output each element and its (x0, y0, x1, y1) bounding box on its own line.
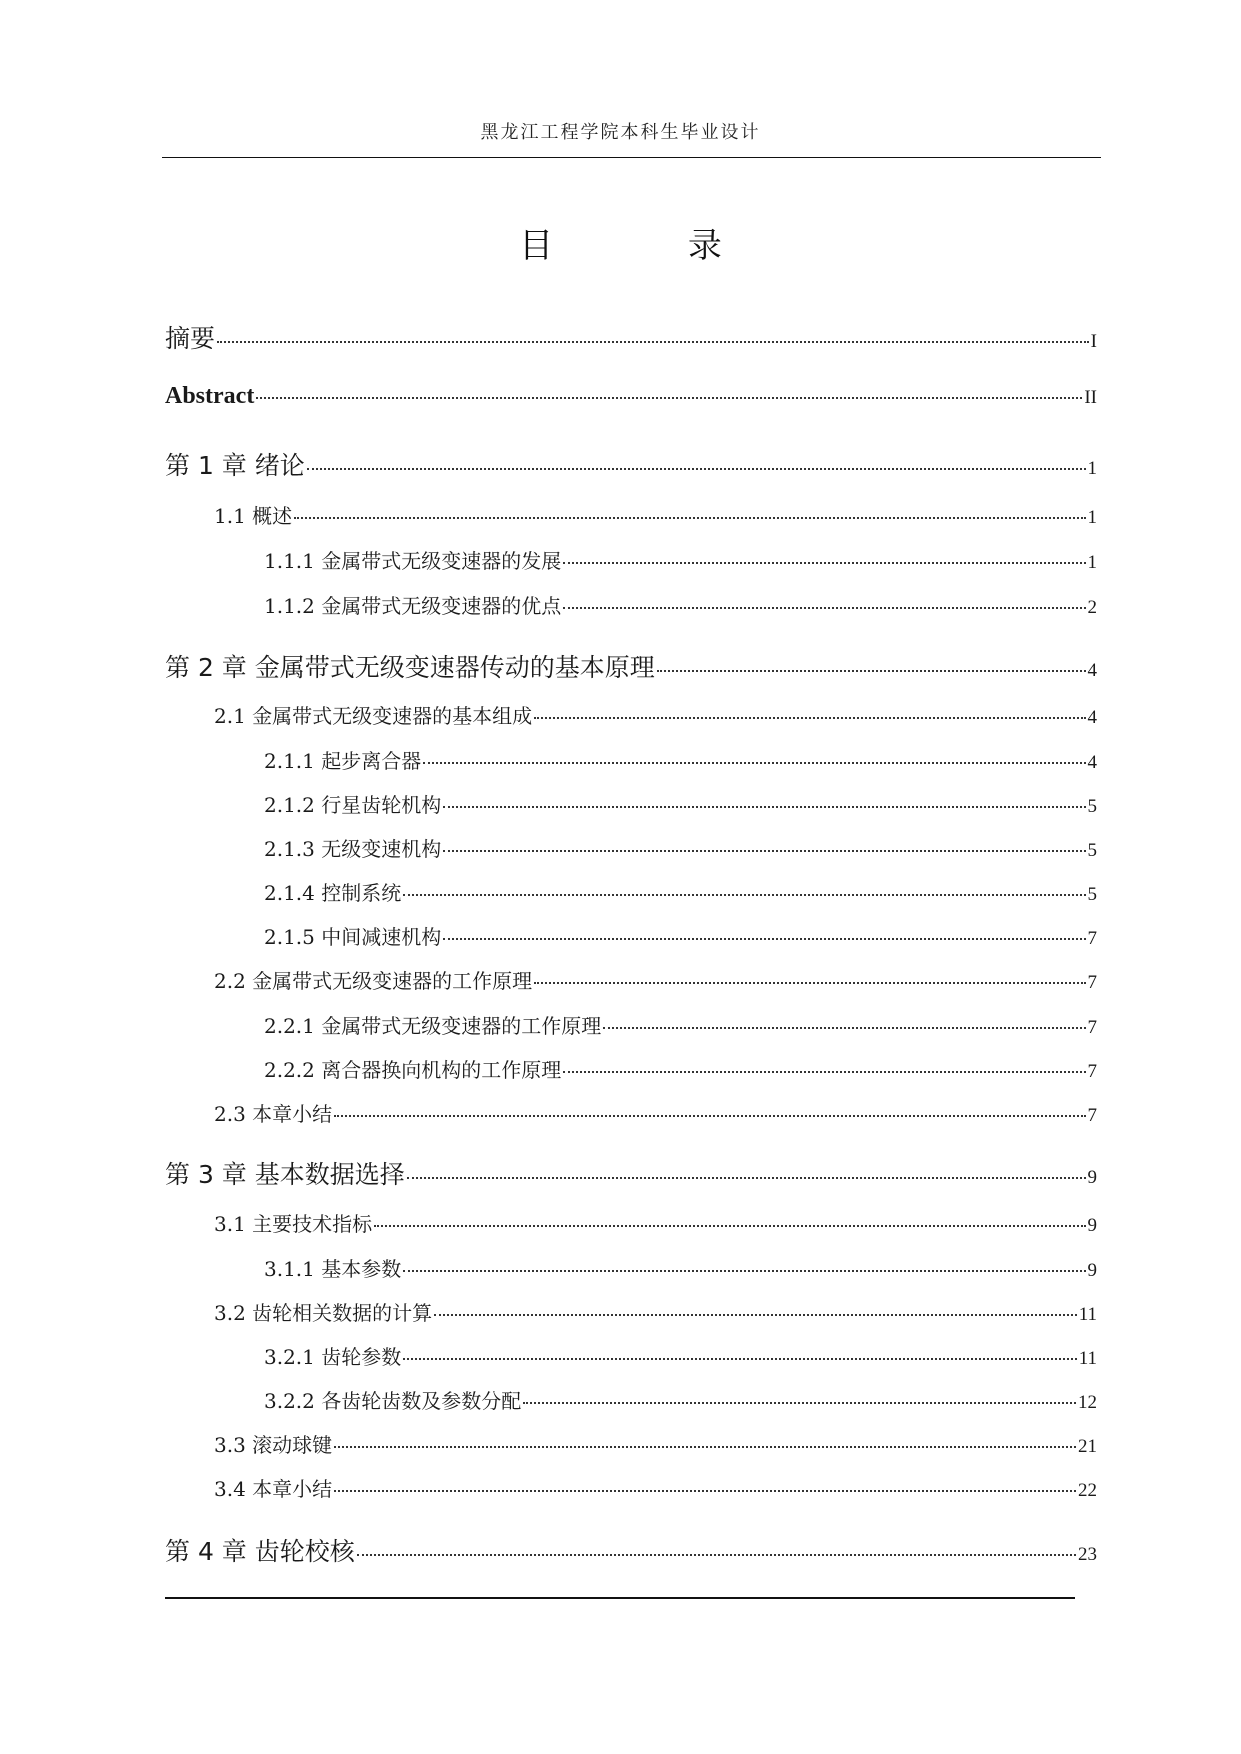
toc-entry-page-number: 1 (1087, 458, 1097, 479)
toc-dot-leader (534, 717, 1085, 719)
toc-entry-page-number: 22 (1078, 1480, 1097, 1501)
toc-entry-label: 2.1.1 起步离合器 (264, 749, 422, 773)
toc-entry-page-number: 1 (1087, 507, 1097, 528)
toc-entry-label: 2.1.4 控制系统 (264, 881, 402, 905)
toc-dot-leader (407, 1177, 1086, 1179)
toc-dot-leader (334, 1115, 1085, 1117)
toc-entry-page-number: 7 (1087, 1105, 1097, 1126)
toc-entry-level-1[interactable] (214, 1098, 1097, 1127)
toc-entry-level-2[interactable] (264, 1010, 1097, 1039)
toc-dot-leader (443, 850, 1085, 852)
toc-entry-level-2[interactable] (264, 921, 1097, 950)
toc-dot-leader (563, 607, 1085, 609)
toc-entry-label: 第 2 章 金属带式无级变速器传动的基本原理 (165, 653, 655, 682)
toc-entry-page-number: 11 (1078, 1304, 1097, 1325)
toc-entry-label: 3.1 主要技术指标 (214, 1212, 373, 1236)
toc-entry-level-0[interactable] (165, 319, 1097, 355)
toc-entry-level-1[interactable] (214, 1297, 1097, 1326)
toc-entry-level-1[interactable] (214, 1429, 1097, 1458)
toc-entry-level-0[interactable] (165, 383, 1097, 410)
toc-entry-page-number: 4 (1087, 707, 1097, 728)
toc-entry-label: 3.2 齿轮相关数据的计算 (214, 1301, 433, 1325)
toc-entry-level-2[interactable] (264, 833, 1097, 862)
toc-entry-level-2[interactable] (264, 1341, 1097, 1370)
toc-dot-leader (603, 1027, 1085, 1029)
toc-entry-level-1[interactable] (214, 1208, 1097, 1237)
toc-entry-level-1[interactable] (214, 500, 1097, 529)
footer-divider (165, 1597, 1075, 1599)
toc-entry-page-number: 23 (1078, 1544, 1097, 1565)
toc-entry-label: 第 3 章 基本数据选择 (165, 1160, 405, 1189)
toc-dot-leader (334, 1446, 1076, 1448)
toc-dot-leader (434, 1314, 1077, 1316)
toc-dot-leader (443, 806, 1085, 808)
toc-title: 目 录 (519, 226, 784, 266)
toc-dot-leader (403, 1270, 1085, 1272)
toc-dot-leader (403, 894, 1085, 896)
toc-entry-page-number: 4 (1087, 660, 1097, 681)
toc-entry-label: Abstract (165, 383, 255, 409)
toc-entry-level-2[interactable] (264, 590, 1097, 619)
toc-entry-page-number: 12 (1078, 1392, 1097, 1413)
toc-entry-label: 第 1 章 绪论 (165, 451, 305, 480)
toc-entry-level-2[interactable] (264, 877, 1097, 906)
toc-entry-page-number: 5 (1087, 884, 1097, 905)
toc-dot-leader (534, 982, 1085, 984)
toc-entry-page-number: 7 (1087, 928, 1097, 949)
toc-dot-leader (307, 468, 1086, 470)
toc-entry-page-number: 5 (1087, 840, 1097, 861)
toc-entry-label: 第 4 章 齿轮校核 (165, 1537, 355, 1566)
toc-entry-level-2[interactable] (264, 1054, 1097, 1083)
toc-dot-leader (657, 670, 1086, 672)
toc-entry-level-2[interactable] (264, 1385, 1097, 1414)
toc-entry-page-number: 7 (1087, 1017, 1097, 1038)
running-header: 黑龙江工程学院本科生毕业设计 (480, 122, 761, 143)
toc-dot-leader (443, 938, 1085, 940)
toc-dot-leader (217, 341, 1089, 343)
toc-entry-label: 2.1 金属带式无级变速器的基本组成 (214, 704, 533, 728)
toc-entry-level-1[interactable] (214, 965, 1097, 994)
toc-entry-page-number: 9 (1087, 1167, 1097, 1188)
toc-entry-level-0[interactable] (165, 648, 1097, 684)
toc-dot-leader (357, 1554, 1076, 1556)
toc-entry-label: 2.2 金属带式无级变速器的工作原理 (214, 969, 533, 993)
toc-entry-label: 3.2.1 齿轮参数 (264, 1345, 402, 1369)
toc-entry-level-2[interactable] (264, 789, 1097, 818)
toc-entry-label: 2.1.2 行星齿轮机构 (264, 793, 442, 817)
toc-entry-label: 摘要 (165, 324, 216, 353)
toc-entry-page-number: 1 (1087, 552, 1097, 573)
toc-dot-leader (374, 1225, 1085, 1227)
toc-entry-label: 2.2.1 金属带式无级变速器的工作原理 (264, 1014, 602, 1038)
toc-entry-label: 1.1.2 金属带式无级变速器的优点 (264, 594, 562, 618)
toc-entry-level-0[interactable] (165, 1155, 1097, 1191)
toc-entry-label: 2.1.3 无级变速机构 (264, 837, 442, 861)
toc-dot-leader (563, 1071, 1085, 1073)
toc-entry-label: 1.1 概述 (214, 504, 293, 528)
toc-entry-page-number: I (1090, 331, 1097, 352)
toc-entry-level-1[interactable] (214, 700, 1097, 729)
toc-entry-page-number: 4 (1087, 752, 1097, 773)
toc-entry-label: 2.1.5 中间减速机构 (264, 925, 442, 949)
toc-dot-leader (423, 762, 1085, 764)
toc-entry-level-2[interactable] (264, 545, 1097, 574)
toc-entry-page-number: 7 (1087, 1061, 1097, 1082)
toc-entry-page-number: II (1084, 387, 1097, 408)
toc-dot-leader (294, 517, 1085, 519)
toc-dot-leader (334, 1490, 1076, 1492)
toc-entry-page-number: 9 (1087, 1215, 1097, 1236)
toc-entry-level-2[interactable] (264, 745, 1097, 774)
toc-entry-page-number: 21 (1078, 1436, 1097, 1457)
toc-entry-page-number: 7 (1087, 972, 1097, 993)
toc-entry-level-2[interactable] (264, 1253, 1097, 1282)
toc-entry-level-0[interactable] (165, 446, 1097, 482)
toc-entry-label: 3.3 滚动球键 (214, 1433, 333, 1457)
toc-entry-label: 1.1.1 金属带式无级变速器的发展 (264, 549, 562, 573)
toc-entry-level-0[interactable] (165, 1532, 1097, 1568)
toc-entry-page-number: 2 (1087, 597, 1097, 618)
toc-entry-page-number: 11 (1078, 1348, 1097, 1369)
toc-dot-leader (563, 562, 1085, 564)
toc-dot-leader (403, 1358, 1076, 1360)
toc-entry-label: 2.2.2 离合器换向机构的工作原理 (264, 1058, 562, 1082)
toc-dot-leader (256, 397, 1082, 399)
toc-entry-level-1[interactable] (214, 1473, 1097, 1502)
toc-dot-leader (523, 1402, 1076, 1404)
toc-entry-label: 3.1.1 基本参数 (264, 1257, 402, 1281)
toc-entry-page-number: 9 (1087, 1260, 1097, 1281)
toc-entry-label: 3.2.2 各齿轮齿数及参数分配 (264, 1389, 522, 1413)
toc-entry-label: 2.3 本章小结 (214, 1102, 333, 1126)
toc-entry-page-number: 5 (1087, 796, 1097, 817)
toc-entry-label: 3.4 本章小结 (214, 1477, 333, 1501)
